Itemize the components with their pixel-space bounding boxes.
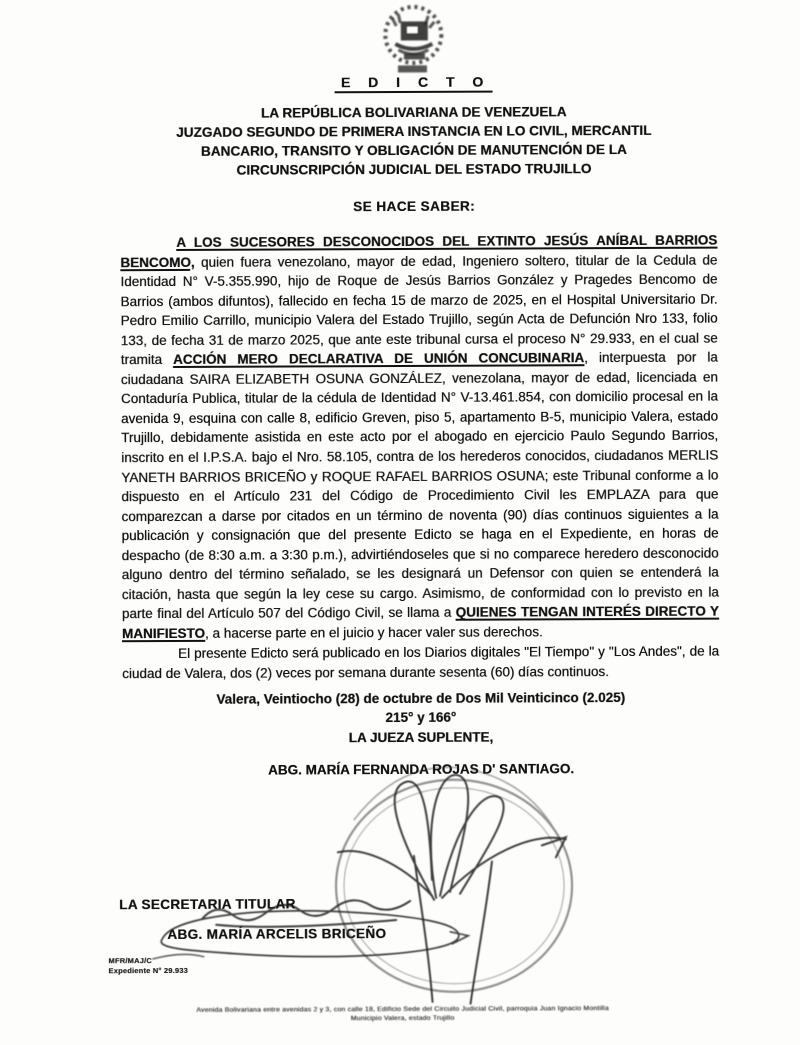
date-line: Valera, Veintiocho (28) de octubre de Dos Mil Veinticinco (2.025) xyxy=(216,689,626,707)
header-line-court: JUZGADO SEGUNDO DE PRIMERA INSTANCIA EN LO CIVIL, MERCANTIL xyxy=(176,122,652,140)
secretary-name-line: ABG. MARÍA ARCELIS BRICEÑO xyxy=(167,926,387,943)
file-reference xyxy=(108,956,188,976)
addressees-heading: A LOS SUCESORES DESCONOCIDOS DEL EXTINTO JESÚS ANÍBAL BARRIOS BENCOMO, xyxy=(120,232,718,270)
se-hace-saber-line: SE HACE SABER: xyxy=(353,198,476,215)
judge-title-line: LA JUEZA SUPLENTE, xyxy=(348,729,494,745)
body-text-2: , interpuesta por la ciudadana SAIRA ELIZABETH OSUNA GONZÁLEZ, venezolana, mayor de edad, licenciada en Contaduría Publica, titular de la cédula de Identidad N° V-13.461.854, con domicilio procesal en la avenida 9, esquina con calle 8, edificio Greven, piso 5, apartamento B-5, municipio Valera, estado Trujillo, debidamente asistida en este acto por el abogado en ejercicio Paulo Segundo Barrios, inscrito en el I.P.S.A. bajo el Nro. 58.105, contra de los herederos conocidos, ciudadanos MERLIS YANETH BARRIOS BRICEÑO y ROQUE RAFAEL BARRIOS OSUNA; este Tribunal conforme a lo dispuesto en el Artículo 231 del Código de Procedimiento Civil les EMPLAZA para que comparezcan a darse por citados en un término de noventa (90) días continuos siguientes a la publicación y consignación que del presente Edicto se haga en el Expediente, en horas de despacho (de 8:30 a.m. a 3:30 p.m.), advirtiéndoseles que si no comparece heredero desconocido alguno dentro del término señalado, se les designará un Defensor con quien se entenderá la citación, hasta que según la ley cese su cargo. Asimismo, de conformidad con lo previsto en la parte final del Artículo 507 del Código Civil, se llama a xyxy=(120,349,719,622)
court-address-footer xyxy=(63,1004,743,1025)
address-line-1: Avenida Bolivariana entre avenidas 2 y 3, con calle 18, Edificio Sede del Circuito Judicial Civil, parroquia Juan Ignacio Montilla xyxy=(196,1005,609,1014)
publication-paragraph: El presente Edicto será publicado en los Diarios digitales "El Tiempo" y "Los Andes", de la ciudad de Valera, dos (2) veces por semana durante sesenta (60) días continuos. xyxy=(122,644,720,682)
main-paragraph xyxy=(120,231,719,644)
interested-parties-phrase: QUIENES TENGAN INTERÉS DIRECTO Y MANIFIESTO xyxy=(121,604,719,642)
secretary-title-line: LA SECRETARIA TITULAR xyxy=(119,896,296,913)
header-line-court2: BANCARIO, TRANSITO Y OBLIGACIÓN DE MANUTENCIÓN DE LA xyxy=(200,142,627,159)
document-title-text: E D I C T O xyxy=(335,74,492,94)
body-text-3: , a hacerse parte en el juicio y hacer valer sus derechos. xyxy=(204,624,543,641)
action-title: ACCIÓN MERO DECLARATIVA DE UNIÓN CONCUBINARIA xyxy=(172,350,585,368)
coat-of-arms-icon xyxy=(368,2,458,76)
document-title xyxy=(0,72,800,95)
header-line-republic: LA REPÚBLICA BOLIVARIANA DE VENEZUELA xyxy=(260,104,567,121)
address-line-2: Municipio Valera, estado Trujillo xyxy=(350,1014,455,1023)
judge-signature-icon xyxy=(338,774,567,1004)
round-stamp-icon xyxy=(336,767,573,993)
expediente-number: Expediente N° 29.933 xyxy=(108,965,188,976)
edict-body xyxy=(120,231,719,781)
clerk-initials: MFR/MAJ/C xyxy=(108,956,152,966)
court-header xyxy=(99,102,729,181)
header-line-jurisdiction: CIRCUNSCRIPCIÓN JUDICIAL DEL ESTADO TRUJILLO xyxy=(236,161,592,178)
anniversary-years-line: 215° y 166° xyxy=(385,709,457,726)
closing-block xyxy=(122,687,719,781)
body-text-1: quien fuera venezolano, mayor de edad, Ingeniero soltero, titular de la Cedula de Identidad N° V-5.355.990, hijo de Roque de Jesús Barrios González y Pragedes Bencomo de Barrios (ambos difuntos), fallecido en fecha 15 de marzo de 2025, en el Hospital Universitario Dr. Pedro Emilio Carrillo, municipio Valera del Estado Trujillo, según Acta de Defunción Nro 133, folio 133, de fecha 31 de marzo 2025, que ante este tribunal cursa el proceso N° 29.933, en el cual se tramita xyxy=(120,252,718,368)
judge-name-line: ABG. MARÍA FERNANDA ROJAS D' SANTIAGO. xyxy=(268,761,575,778)
